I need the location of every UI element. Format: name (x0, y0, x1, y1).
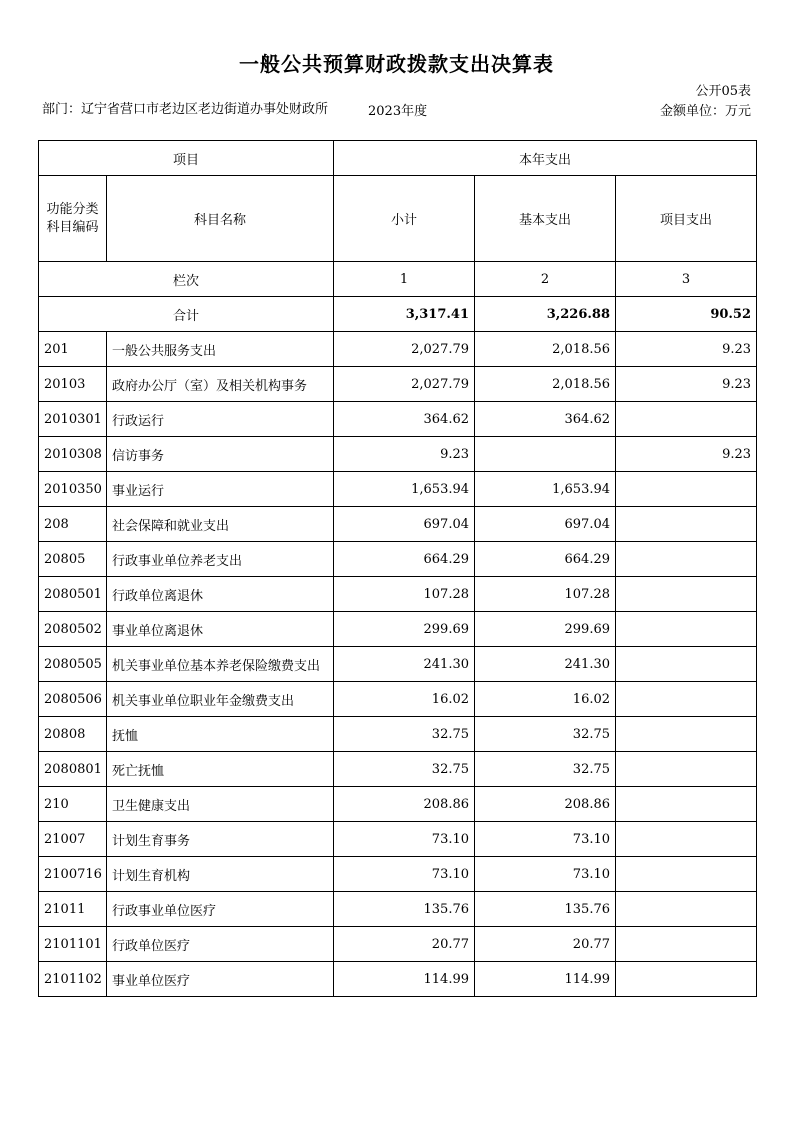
row-code: 20103 (39, 367, 107, 402)
row-code: 2080501 (39, 577, 107, 612)
row-basic: 32.75 (475, 717, 616, 752)
total-basic: 3,226.88 (475, 297, 616, 332)
table-row (39, 857, 757, 892)
table-row (39, 962, 757, 997)
row-subtotal: 2,027.79 (334, 367, 475, 402)
row-name: 机关事业单位基本养老保险缴费支出 (107, 647, 334, 682)
header-current-year: 本年支出 (334, 141, 757, 176)
row-project (616, 717, 757, 752)
row-subtotal: 1,653.94 (334, 472, 475, 507)
row-basic: 20.77 (475, 927, 616, 962)
row-project: 9.23 (616, 437, 757, 472)
row-code: 21011 (39, 892, 107, 927)
row-basic (475, 437, 616, 472)
row-name: 行政事业单位医疗 (107, 892, 334, 927)
row-project (616, 927, 757, 962)
row-subtotal: 16.02 (334, 682, 475, 717)
column-number-2: 2 (475, 262, 616, 297)
header-row-1 (39, 141, 757, 176)
row-project: 9.23 (616, 332, 757, 367)
row-name: 事业单位离退休 (107, 612, 334, 647)
expenditure-table (38, 140, 757, 997)
row-basic: 364.62 (475, 402, 616, 437)
row-name: 行政单位离退休 (107, 577, 334, 612)
fiscal-year: 2023年度 (368, 104, 428, 119)
table-row (39, 507, 757, 542)
row-project (616, 962, 757, 997)
row-subtotal: 664.29 (334, 542, 475, 577)
row-project (616, 892, 757, 927)
row-basic: 73.10 (475, 857, 616, 892)
row-basic: 2,018.56 (475, 367, 616, 402)
row-code: 2080502 (39, 612, 107, 647)
row-code: 2010308 (39, 437, 107, 472)
row-basic: 208.86 (475, 787, 616, 822)
table-row (39, 647, 757, 682)
column-number-1: 1 (334, 262, 475, 297)
row-basic: 73.10 (475, 822, 616, 857)
row-name: 机关事业单位职业年金缴费支出 (107, 682, 334, 717)
row-project (616, 577, 757, 612)
table-row (39, 542, 757, 577)
row-project (616, 507, 757, 542)
row-basic: 664.29 (475, 542, 616, 577)
table-row (39, 892, 757, 927)
row-basic: 16.02 (475, 682, 616, 717)
row-basic: 241.30 (475, 647, 616, 682)
row-project (616, 857, 757, 892)
table-row (39, 367, 757, 402)
row-project (616, 402, 757, 437)
row-basic: 114.99 (475, 962, 616, 997)
row-project (616, 542, 757, 577)
table-row (39, 927, 757, 962)
row-basic: 32.75 (475, 752, 616, 787)
row-project (616, 647, 757, 682)
row-subtotal: 9.23 (334, 437, 475, 472)
row-basic: 299.69 (475, 612, 616, 647)
row-project (616, 752, 757, 787)
header-project-expenditure: 项目支出 (616, 176, 757, 262)
row-name: 一般公共服务支出 (107, 332, 334, 367)
table-row (39, 717, 757, 752)
row-subtotal: 2,027.79 (334, 332, 475, 367)
row-code: 2010301 (39, 402, 107, 437)
row-name: 卫生健康支出 (107, 787, 334, 822)
row-subtotal: 208.86 (334, 787, 475, 822)
table-row (39, 332, 757, 367)
row-subtotal: 73.10 (334, 822, 475, 857)
row-code: 20805 (39, 542, 107, 577)
row-name: 计划生育机构 (107, 857, 334, 892)
table-row (39, 577, 757, 612)
header-project: 项目 (39, 141, 334, 176)
row-basic: 2,018.56 (475, 332, 616, 367)
row-name: 信访事务 (107, 437, 334, 472)
form-number: 公开05表 (695, 84, 751, 99)
table-row (39, 472, 757, 507)
row-code: 210 (39, 787, 107, 822)
row-subtotal: 73.10 (334, 857, 475, 892)
total-project: 90.52 (616, 297, 757, 332)
table-row (39, 822, 757, 857)
row-code: 2080801 (39, 752, 107, 787)
row-code: 2010350 (39, 472, 107, 507)
header-basic: 基本支出 (475, 176, 616, 262)
row-subtotal: 32.75 (334, 717, 475, 752)
row-name: 社会保障和就业支出 (107, 507, 334, 542)
row-code: 2101101 (39, 927, 107, 962)
row-project (616, 682, 757, 717)
row-project: 9.23 (616, 367, 757, 402)
row-name: 行政事业单位养老支出 (107, 542, 334, 577)
table-row (39, 752, 757, 787)
table-row (39, 437, 757, 472)
page-title: 一般公共预算财政拨款支出决算表 (239, 52, 554, 76)
row-subtotal: 32.75 (334, 752, 475, 787)
row-subtotal: 20.77 (334, 927, 475, 962)
header-row-2 (39, 176, 757, 262)
row-code: 201 (39, 332, 107, 367)
total-row (39, 297, 757, 332)
row-subtotal: 107.28 (334, 577, 475, 612)
row-name: 死亡抚恤 (107, 752, 334, 787)
column-number-row (39, 262, 757, 297)
row-code: 21007 (39, 822, 107, 857)
total-label: 合计 (39, 297, 334, 332)
table-row (39, 402, 757, 437)
column-number-3: 3 (616, 262, 757, 297)
row-name: 行政单位医疗 (107, 927, 334, 962)
row-basic: 697.04 (475, 507, 616, 542)
row-code: 20808 (39, 717, 107, 752)
header-subtotal: 小计 (334, 176, 475, 262)
row-basic: 1,653.94 (475, 472, 616, 507)
amount-unit: 金额单位：万元 (659, 104, 751, 119)
row-code: 2100716 (39, 857, 107, 892)
row-name: 抚恤 (107, 717, 334, 752)
row-name: 事业单位医疗 (107, 962, 334, 997)
row-subtotal: 364.62 (334, 402, 475, 437)
row-subtotal: 114.99 (334, 962, 475, 997)
total-subtotal: 3,317.41 (334, 297, 475, 332)
row-basic: 135.76 (475, 892, 616, 927)
column-number-label: 栏次 (39, 262, 334, 297)
row-project (616, 787, 757, 822)
table-row (39, 682, 757, 717)
row-subtotal: 241.30 (334, 647, 475, 682)
header-name: 科目名称 (107, 176, 334, 262)
table-row (39, 787, 757, 822)
header-code: 功能分类科目编码 (39, 176, 107, 262)
row-code: 2080506 (39, 682, 107, 717)
row-code: 2101102 (39, 962, 107, 997)
table-row (39, 612, 757, 647)
row-name: 行政运行 (107, 402, 334, 437)
row-project (616, 822, 757, 857)
row-code: 2080505 (39, 647, 107, 682)
row-subtotal: 697.04 (334, 507, 475, 542)
department-label: 部门：辽宁省营口市老边区老边街道办事处财政所 (42, 102, 329, 117)
row-name: 事业运行 (107, 472, 334, 507)
row-name: 计划生育事务 (107, 822, 334, 857)
row-project (616, 612, 757, 647)
row-project (616, 472, 757, 507)
row-subtotal: 135.76 (334, 892, 475, 927)
row-code: 208 (39, 507, 107, 542)
row-subtotal: 299.69 (334, 612, 475, 647)
row-basic: 107.28 (475, 577, 616, 612)
row-name: 政府办公厅（室）及相关机构事务 (107, 367, 334, 402)
